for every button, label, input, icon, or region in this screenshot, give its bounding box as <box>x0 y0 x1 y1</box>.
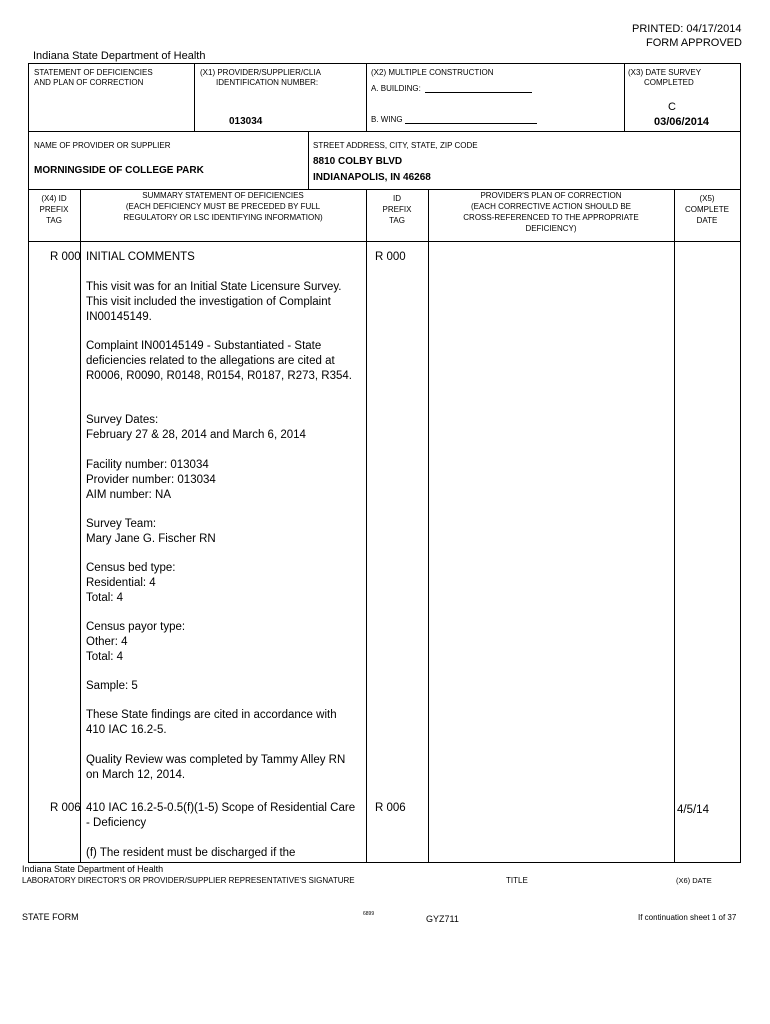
agency-name: Indiana State Department of Health <box>33 50 206 62</box>
building-label: A. BUILDING: <box>371 84 421 93</box>
wing-label: B. WING <box>371 115 403 124</box>
printed-date: PRINTED: 04/17/2014 <box>632 23 742 35</box>
x2-label: (X2) MULTIPLE CONSTRUCTION <box>371 68 494 77</box>
wing-field-line <box>405 123 537 124</box>
r006-complete-date: 4/5/14 <box>677 804 709 816</box>
building-field-line <box>425 92 532 93</box>
provider-name: MORNINGSIDE OF COLLEGE PARK <box>34 165 204 176</box>
state-form-label: STATE FORM <box>22 912 79 922</box>
r000-prefix-tag: R 000 <box>50 251 81 263</box>
survey-completed-date: 03/06/2014 <box>654 116 710 128</box>
x1-label-2: IDENTIFICATION NUMBER: <box>216 78 319 87</box>
statement-label-1: STATEMENT OF DEFICIENCIES <box>34 68 153 77</box>
comment-paragraph: Quality Review was completed by Tammy Alley RN on March 12, 2014. <box>86 754 346 781</box>
r006-prefix-tag: R 006 <box>50 802 81 814</box>
x5-header: (X5) COMPLETE DATE <box>684 194 729 225</box>
address-label: STREET ADDRESS, CITY, STATE, ZIP CODE <box>313 141 478 150</box>
id-header: ID PREFIX TAG <box>382 194 412 225</box>
provider-name-label: NAME OF PROVIDER OR SUPPLIER <box>34 141 171 150</box>
plan-header: PROVIDER'S PLAN OF CORRECTION (EACH CORRECTIVE ACTION SHOULD BE CROSS-REFERENCED TO THE APPROPRIATE DEFICIENCY) <box>463 191 639 233</box>
identification-number: 013034 <box>229 116 263 127</box>
street-address: 8810 COLBY BLVD <box>313 156 403 167</box>
comment-paragraph: Survey Dates: February 27 & 28, 2014 and March 6, 2014 <box>86 414 306 441</box>
r006-continued-text: (f) The resident must be discharged if the <box>86 847 296 859</box>
form-approved-label: FORM APPROVED <box>646 37 742 49</box>
date-label: (X6) DATE <box>676 876 712 885</box>
r000-title: INITIAL COMMENTS <box>86 251 195 263</box>
r000-id-tag: R 000 <box>375 251 406 263</box>
x4-header: (X4) ID PREFIX TAG <box>39 194 69 225</box>
comment-paragraph: These State findings are cited in accordance with 410 IAC 16.2-5. <box>86 709 337 736</box>
form-number: 6899 <box>363 911 375 917</box>
title-label: TITLE <box>506 876 528 885</box>
comment-paragraph: Sample: 5 <box>86 680 138 692</box>
x3-label-2: COMPLETED <box>644 78 694 87</box>
x3-label-1: (X3) DATE SURVEY <box>628 68 702 77</box>
r006-id-tag: R 006 <box>375 802 406 814</box>
comment-paragraph: Survey Team: Mary Jane G. Fischer RN <box>86 518 216 545</box>
comment-paragraph: Complaint IN00145149 - Substantiated - State deficiencies related to the allegations are cited at R0006, R0090, R0148, R0154, R0187, R273, R354. <box>86 340 352 382</box>
r006-title: 410 IAC 16.2-5-0.5(f)(1-5) Scope of Residential Care - Deficiency <box>86 802 356 829</box>
statement-label-2: AND PLAN OF CORRECTION <box>34 78 144 87</box>
survey-code: C <box>668 101 676 113</box>
comment-paragraph: This visit was for an Initial State Licensure Survey. This visit included the investigation of Complaint IN00145149. <box>86 281 342 323</box>
comment-paragraph: Census payor type: Other: 4 Total: 4 <box>86 621 186 663</box>
comment-paragraph: Facility number: 013034 Provider number: 013034 AIM number: NA <box>86 459 216 501</box>
comment-paragraph: Census bed type: Residential: 4 Total: 4 <box>86 562 176 604</box>
signature-label: LABORATORY DIRECTOR'S OR PROVIDER/SUPPLIER REPRESENTATIVE'S SIGNATURE <box>22 876 355 885</box>
city-state-zip: INDIANAPOLIS, IN 46268 <box>313 172 431 183</box>
continuation-sheet: If continuation sheet 1 of 37 <box>638 913 737 922</box>
footer-agency: Indiana State Department of Health <box>22 864 164 874</box>
event-id: GYZ711 <box>426 914 459 924</box>
x1-label-1: (X1) PROVIDER/SUPPLIER/CLIA <box>200 68 321 77</box>
summary-header: SUMMARY STATEMENT OF DEFICIENCIES (EACH DEFICIENCY MUST BE PRECEDED BY FULL REGULATORY OR LSC IDENTIFYING INFORMATION) <box>123 191 323 222</box>
